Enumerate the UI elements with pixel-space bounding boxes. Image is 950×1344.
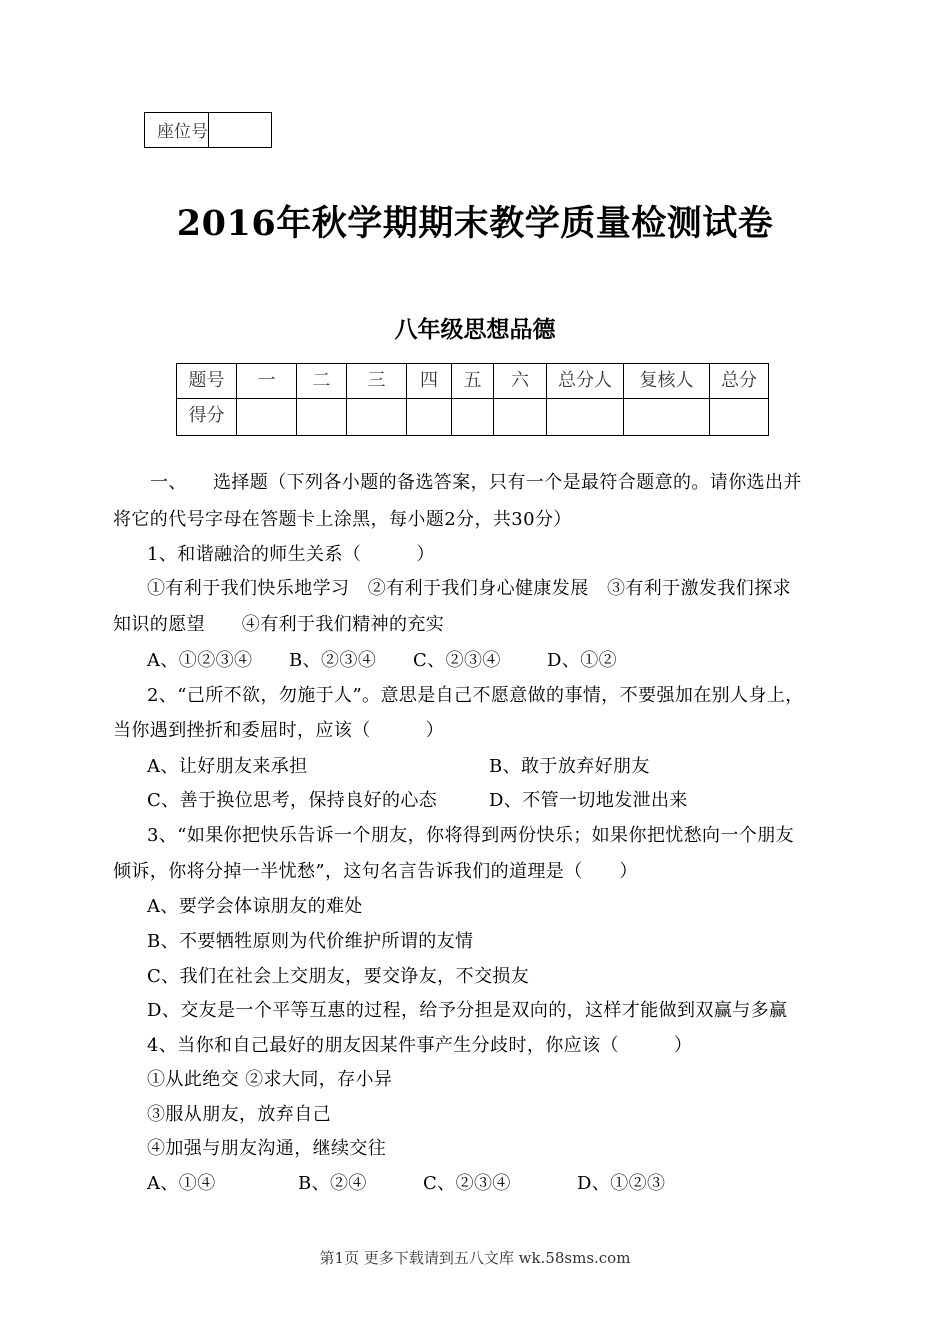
score-cell[interactable] [347,399,407,436]
score-cell[interactable] [407,399,452,436]
question-3-option-d[interactable]: D、交友是一个平等互惠的过程，给予分担是双向的，这样才能做到双赢与多赢 [147,1000,788,1021]
question-1-option-c[interactable]: C、②③④ [413,650,501,671]
question-2-option-d[interactable]: D、不管一切地发泄出来 [489,790,688,811]
page-subtitle: 八年级思想品德 [394,316,556,343]
score-cell[interactable] [547,399,624,436]
score-cell[interactable] [237,399,297,436]
seat-number-box [144,112,272,148]
question-4-item-1-2: ①从此绝交 ②求大同，存小异 [147,1069,393,1090]
question-3-stem-line-2: 倾诉，你将分掉一半忧愁”，这句名言告诉我们的道理是（ ） [113,861,638,882]
score-cell[interactable] [452,399,494,436]
section-instruction-line-1: 选择题（下列各小题的备选答案，只有一个是最符合题意的。请你选出并 [213,472,802,493]
question-1-option-d[interactable]: D、①② [547,650,618,671]
page-footer: 第1页 更多下载请到五八文库 wk.58sms.com [319,1249,631,1267]
header-cell: 题号 [177,364,237,399]
question-1-items-line-1: ①有利于我们快乐地学习 ②有利于我们身心健康发展 ③有利于激发我们探求 [147,578,791,599]
score-cell[interactable] [297,399,347,436]
section-number: 一、 [150,472,187,493]
question-4-option-a[interactable]: A、①④ [147,1173,216,1194]
header-cell: 五 [452,364,494,399]
header-cell: 六 [494,364,547,399]
question-3-option-c[interactable]: C、我们在社会上交朋友，要交诤友，不交损友 [147,966,530,987]
question-4-item-4: ④加强与朋友沟通，继续交往 [147,1138,387,1159]
question-1-option-b[interactable]: B、②③④ [289,650,377,671]
header-cell: 复核人 [624,364,710,399]
page-title: 2016年秋学期期末教学质量检测试卷 [176,203,774,244]
score-table [176,363,769,436]
question-4-option-b[interactable]: B、②④ [298,1173,367,1194]
score-cell[interactable] [624,399,710,436]
question-1-stem: 1、和谐融洽的师生关系（ ） [147,544,435,565]
question-3-option-a[interactable]: A、要学会体谅朋友的难处 [147,896,363,917]
score-row-label: 得分 [177,399,237,436]
question-3-option-b[interactable]: B、不要牺牲原则为代价维护所谓的友情 [147,931,474,952]
question-4-item-3: ③服从朋友，放弃自己 [147,1104,331,1125]
score-cell[interactable] [494,399,547,436]
question-4-option-c[interactable]: C、②③④ [423,1173,511,1194]
question-2-option-a[interactable]: A、让好朋友来承担 [147,756,308,777]
header-cell: 三 [347,364,407,399]
question-4-stem: 4、当你和自己最好的朋友因某件事产生分歧时，你应该（ ） [147,1035,693,1056]
section-instruction-line-2: 将它的代号字母在答题卡上涂黑，每小题2分，共30分） [113,509,572,530]
question-2-stem-line-2: 当你遇到挫折和委屈时，应该（ ） [113,720,445,741]
header-cell: 总分人 [547,364,624,399]
question-2-stem-line-1: 2、“己所不欲，勿施于人”。意思是自己不愿意做的事情，不要强加在别人身上， [147,685,804,706]
question-1-option-a[interactable]: A、①②③④ [147,650,253,671]
header-cell: 总分 [710,364,769,399]
question-1-items-line-2: 知识的愿望 ④有利于我们精神的充实 [113,614,445,635]
score-table-header-row [177,364,769,399]
header-cell: 四 [407,364,452,399]
header-cell: 一 [237,364,297,399]
score-table-score-row [177,399,769,436]
score-cell[interactable] [710,399,769,436]
question-4-option-d[interactable]: D、①②③ [577,1173,666,1194]
question-2-option-c[interactable]: C、善于换位思考，保持良好的心态 [147,790,438,811]
header-cell: 二 [297,364,347,399]
seat-number-label: 座位号 [145,113,209,148]
question-3-stem-line-1: 3、“如果你把快乐告诉一个朋友，你将得到两份快乐；如果你把忧愁向一个朋友 [147,825,795,846]
question-2-option-b[interactable]: B、敢于放弃好朋友 [489,756,650,777]
seat-number-field[interactable] [209,113,272,148]
